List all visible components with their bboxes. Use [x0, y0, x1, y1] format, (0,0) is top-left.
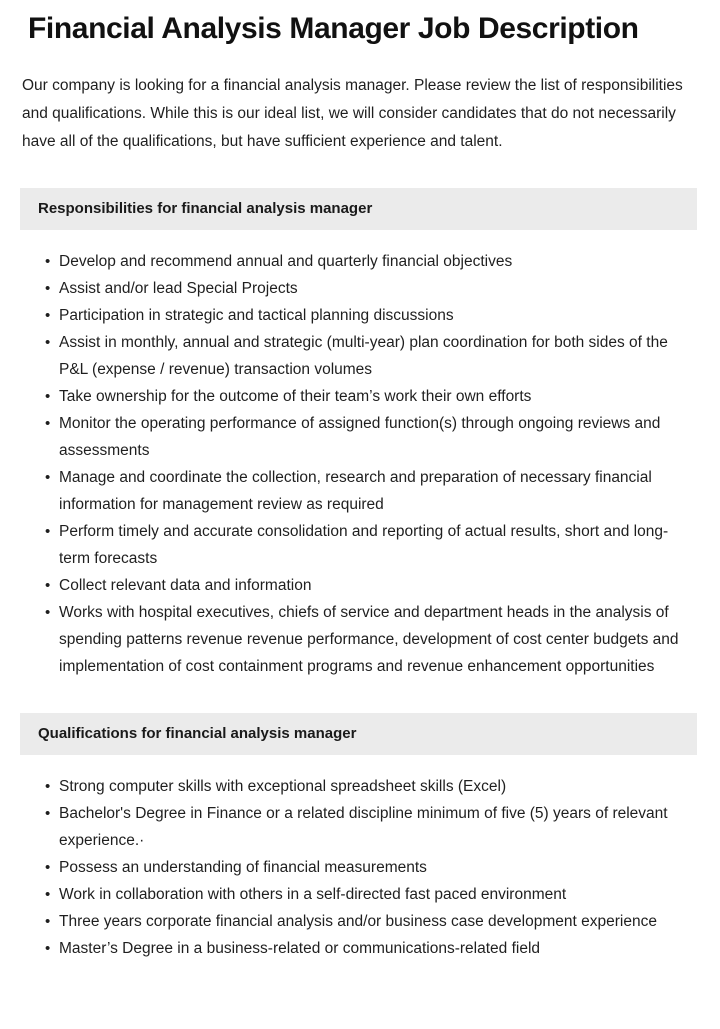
- list-item: • Monitor the operating performance of assigned function(s) through ongoing reviews and assessments: [45, 410, 697, 464]
- intro-paragraph: Our company is looking for a financial analysis manager. Please review the list of responsibilities and qualifications. While this is our ideal list, we will consider candidates that do not necessarily have all of the qualifications, but have sufficient experience and talent.: [22, 77, 683, 150]
- list-item: • Collect relevant data and information: [45, 572, 697, 599]
- list-item: • Perform timely and accurate consolidation and reporting of actual results, short and long-term forecasts: [45, 518, 697, 572]
- list-item: • Work in collaboration with others in a self-directed fast paced environment: [45, 881, 697, 908]
- list-item: • Bachelor's Degree in Finance or a related discipline minimum of five (5) years of relevant experience.·: [45, 800, 697, 854]
- responsibilities-list: [0, 230, 720, 680]
- list-item: • Take ownership for the outcome of their team’s work their own efforts: [45, 383, 697, 410]
- list-item: • Manage and coordinate the collection, research and preparation of necessary financial information for management review as required: [45, 464, 697, 518]
- list-item: • Works with hospital executives, chiefs of service and department heads in the analysis of spending patterns revenue revenue performance, development of cost center budgets and implementation of cost containment programs and revenue enhancement opportunities: [45, 599, 697, 680]
- list-item: • Possess an understanding of financial measurements: [45, 854, 697, 881]
- qualifications-section: [0, 713, 720, 962]
- list-item: • Three years corporate financial analysis and/or business case development experience: [45, 908, 697, 935]
- list-item: • Strong computer skills with exceptional spreadsheet skills (Excel): [45, 773, 697, 800]
- page-title: Financial Analysis Manager Job Description: [28, 12, 639, 45]
- qualifications-list: [0, 755, 720, 962]
- list-item: • Develop and recommend annual and quarterly financial objectives: [45, 248, 697, 275]
- list-item: • Participation in strategic and tactical planning discussions: [45, 302, 697, 329]
- list-item: • Assist and/or lead Special Projects: [45, 275, 697, 302]
- responsibilities-section-heading: Responsibilities for financial analysis manager: [20, 188, 697, 230]
- qualifications-section-heading: Qualifications for financial analysis manager: [20, 713, 697, 755]
- list-item: • Master’s Degree in a business-related or communications-related field: [45, 935, 697, 962]
- list-item: • Assist in monthly, annual and strategic (multi-year) plan coordination for both sides of the P&L (expense / revenue) transaction volumes: [45, 329, 697, 383]
- responsibilities-section: [0, 188, 720, 680]
